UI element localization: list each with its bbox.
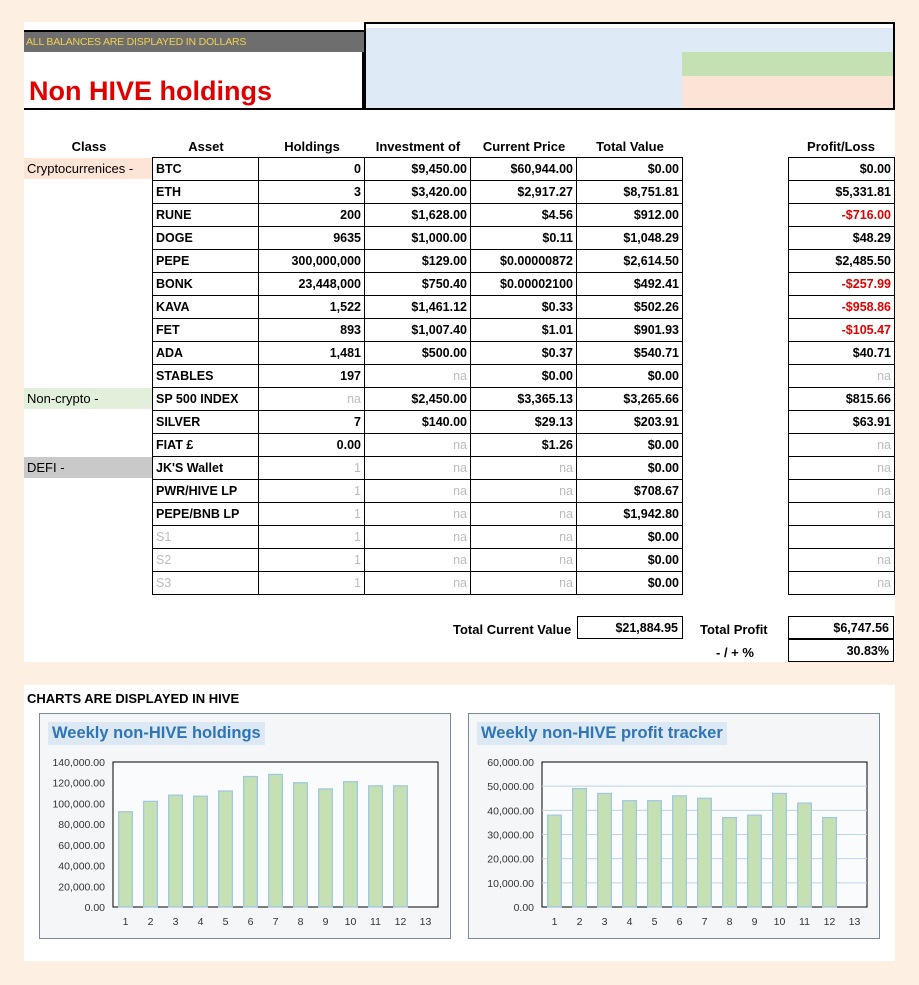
table-row — [789, 572, 895, 595]
x-tick-label: 12 — [394, 916, 407, 928]
bar[interactable] — [598, 793, 612, 907]
table-row — [153, 250, 683, 273]
current-price-column-header: Current Price — [482, 139, 566, 154]
bar[interactable] — [673, 796, 687, 907]
holdings-cell[interactable]: 7 — [259, 411, 365, 434]
x-tick-label: 6 — [247, 916, 254, 928]
total-value-cell[interactable]: $502.26 — [577, 296, 683, 319]
investment-cell[interactable]: $750.40 — [365, 273, 471, 296]
investment-cell[interactable]: na — [365, 457, 471, 480]
current-price-cell[interactable]: na — [471, 572, 577, 595]
asset-cell[interactable]: S2 — [153, 549, 259, 572]
table-row — [153, 503, 683, 526]
y-tick-label: 20,000.00 — [58, 881, 105, 894]
holdings-cell[interactable]: 1 — [259, 572, 365, 595]
table-row — [789, 388, 895, 411]
holdings-chart-title: Weekly non-HIVE holdings — [48, 722, 265, 745]
investment-cell[interactable]: $9,450.00 — [365, 158, 471, 181]
x-tick-label: 10 — [773, 916, 786, 928]
x-tick-label: 11 — [370, 916, 381, 928]
total-current-value[interactable]: $21,884.95 — [577, 616, 683, 639]
x-tick-label: 3 — [601, 916, 608, 928]
total-value-cell[interactable]: $8,751.81 — [577, 181, 683, 204]
current-price-cell[interactable]: $2,917.27 — [471, 181, 577, 204]
banner-text: ALL BALANCES ARE DISPLAYED IN DOLLARS — [26, 36, 247, 48]
holdings-cell[interactable]: 0.00 — [259, 434, 365, 457]
x-tick-label: 10 — [344, 916, 357, 928]
current-price-cell[interactable]: na — [471, 526, 577, 549]
table-row — [153, 158, 683, 181]
asset-cell[interactable]: BONK — [153, 273, 259, 296]
current-price-cell[interactable]: na — [471, 480, 577, 503]
x-tick-label: 9 — [751, 916, 758, 928]
x-tick-label: 2 — [576, 916, 583, 928]
profit-loss-cell[interactable]: $40.71 — [789, 342, 895, 365]
profit-loss-cell[interactable]: -$716.00 — [789, 204, 895, 227]
y-tick-label: 0.00 — [84, 902, 105, 914]
holdings-cell[interactable]: 1 — [259, 457, 365, 480]
x-tick-label: 4 — [626, 916, 633, 928]
profit-loss-cell[interactable]: $63.91 — [789, 411, 895, 434]
x-tick-label: 8 — [297, 916, 304, 928]
total-value-cell[interactable]: $203.91 — [577, 411, 683, 434]
bar[interactable] — [294, 783, 308, 907]
profit-loss-cell[interactable]: -$958.86 — [789, 296, 895, 319]
current-price-cell[interactable]: $1.26 — [471, 434, 577, 457]
x-tick-label: 2 — [147, 916, 154, 928]
table-row — [789, 480, 895, 503]
investment-cell[interactable]: $1,007.40 — [365, 319, 471, 342]
current-price-cell[interactable]: $0.37 — [471, 342, 577, 365]
table-row — [153, 549, 683, 572]
asset-cell[interactable]: RUNE — [153, 204, 259, 227]
holdings-column-header: Holdings — [284, 139, 340, 154]
profit-loss-cell[interactable] — [789, 526, 895, 549]
bar[interactable] — [798, 803, 812, 907]
current-price-cell[interactable]: $1.01 — [471, 319, 577, 342]
holdings-cell[interactable]: 3 — [259, 181, 365, 204]
current-price-cell[interactable]: $29.13 — [471, 411, 577, 434]
x-tick-label: 5 — [222, 916, 229, 928]
total-value-cell[interactable]: $1,048.29 — [577, 227, 683, 250]
bar[interactable] — [194, 796, 208, 907]
profit-loss-cell[interactable]: na — [789, 572, 895, 595]
table-row — [789, 319, 895, 342]
y-tick-label: 0.00 — [513, 902, 534, 914]
x-tick-label: 8 — [726, 916, 733, 928]
holdings-chart[interactable] — [39, 713, 451, 939]
investment-column-header: Investment of — [375, 139, 461, 154]
bar[interactable] — [723, 818, 737, 907]
currency-banner — [24, 30, 364, 52]
header-summary-panel — [364, 22, 895, 110]
x-tick-label: 5 — [651, 916, 658, 928]
profit-loss-column-header: Profit/Loss — [807, 139, 875, 154]
bar[interactable] — [748, 815, 762, 907]
profit-loss-cell[interactable]: na — [789, 549, 895, 572]
x-tick-label: 1 — [122, 916, 129, 928]
bar[interactable] — [698, 798, 712, 907]
profit-loss-cell[interactable]: na — [789, 365, 895, 388]
x-tick-label: 13 — [848, 916, 861, 928]
holdings-cell[interactable]: 200 — [259, 204, 365, 227]
investment-cell[interactable]: na — [365, 526, 471, 549]
table-row — [153, 480, 683, 503]
class-column-header: Class — [71, 139, 107, 154]
total-value-cell[interactable]: $0.00 — [577, 158, 683, 181]
table-row — [153, 227, 683, 250]
table-row — [789, 181, 895, 204]
current-price-cell[interactable]: $60,944.00 — [471, 158, 577, 181]
table-row — [153, 526, 683, 549]
investment-cell[interactable]: na — [365, 365, 471, 388]
title-cell — [24, 52, 364, 110]
bar[interactable] — [648, 801, 662, 907]
investment-cell[interactable]: $1,628.00 — [365, 204, 471, 227]
y-tick-label: 10,000.00 — [487, 877, 534, 890]
bar[interactable] — [369, 786, 383, 907]
current-price-cell[interactable]: $0.00 — [471, 365, 577, 388]
table-row — [789, 503, 895, 526]
total-value-cell[interactable]: $0.00 — [577, 457, 683, 480]
current-price-cell[interactable]: $0.00002100 — [471, 273, 577, 296]
x-tick-label: 9 — [322, 916, 329, 928]
bar[interactable] — [548, 815, 562, 907]
bar[interactable] — [219, 791, 233, 907]
asset-cell[interactable]: S1 — [153, 526, 259, 549]
x-tick-label: 4 — [197, 916, 204, 928]
page-title: Non HIVE holdings — [29, 76, 272, 106]
summary-green-cell — [682, 52, 893, 76]
holdings-cell[interactable]: 197 — [259, 365, 365, 388]
table-row — [153, 204, 683, 227]
y-tick-label: 140,000.00 — [52, 757, 105, 769]
bar[interactable] — [144, 801, 158, 907]
total-value-cell[interactable]: $492.41 — [577, 273, 683, 296]
investment-cell[interactable]: $129.00 — [365, 250, 471, 273]
holdings-cell[interactable]: 1 — [259, 549, 365, 572]
y-tick-label: 60,000.00 — [487, 757, 534, 769]
investment-cell[interactable]: $140.00 — [365, 411, 471, 434]
total-value-cell[interactable]: $2,614.50 — [577, 250, 683, 273]
holdings-cell[interactable]: na — [259, 388, 365, 411]
current-price-cell[interactable]: $0.33 — [471, 296, 577, 319]
profit-percent[interactable]: 30.83% — [788, 639, 894, 662]
total-value-cell[interactable]: $0.00 — [577, 549, 683, 572]
holdings-cell[interactable]: 1 — [259, 526, 365, 549]
table-row — [789, 273, 895, 296]
bar[interactable] — [269, 774, 283, 907]
investment-cell[interactable]: $1,461.12 — [365, 296, 471, 319]
asset-cell[interactable]: KAVA — [153, 296, 259, 319]
bar[interactable] — [623, 801, 637, 907]
table-row — [153, 388, 683, 411]
investment-cell[interactable]: $3,420.00 — [365, 181, 471, 204]
profit-loss-cell[interactable]: $0.00 — [789, 158, 895, 181]
holdings-cell[interactable]: 0 — [259, 158, 365, 181]
table-row — [789, 227, 895, 250]
total-profit[interactable]: $6,747.56 — [788, 616, 894, 639]
asset-cell[interactable]: FET — [153, 319, 259, 342]
bar[interactable] — [319, 789, 333, 907]
holdings-cell[interactable]: 23,448,000 — [259, 273, 365, 296]
total-value-cell[interactable]: $0.00 — [577, 572, 683, 595]
profit-loss-cell[interactable]: -$257.99 — [789, 273, 895, 296]
x-tick-label: 7 — [701, 916, 708, 928]
total-value-cell[interactable]: $0.00 — [577, 434, 683, 457]
investment-cell[interactable]: na — [365, 503, 471, 526]
investment-cell[interactable]: na — [365, 572, 471, 595]
x-tick-label: 13 — [419, 916, 432, 928]
asset-cell[interactable]: SP 500 INDEX — [153, 388, 259, 411]
asset-cell[interactable]: ADA — [153, 342, 259, 365]
y-tick-label: 100,000.00 — [52, 798, 105, 811]
holdings-chart-svg — [40, 714, 451, 939]
asset-cell[interactable]: BTC — [153, 158, 259, 181]
asset-table — [152, 157, 683, 595]
y-tick-label: 50,000.00 — [487, 781, 534, 794]
class-label-defi: DEFI - — [24, 457, 152, 478]
holdings-cell[interactable]: 1 — [259, 503, 365, 526]
total-value-cell[interactable]: $708.67 — [577, 480, 683, 503]
profit-loss-cell[interactable]: $2,485.50 — [789, 250, 895, 273]
class-label-noncrypto: Non-crypto - — [24, 388, 152, 409]
table-row — [153, 342, 683, 365]
total-value-cell[interactable]: $0.00 — [577, 526, 683, 549]
holdings-cell[interactable]: 9635 — [259, 227, 365, 250]
charts-section — [24, 685, 895, 961]
total-value-cell[interactable]: $912.00 — [577, 204, 683, 227]
asset-cell[interactable]: STABLES — [153, 365, 259, 388]
profit-loss-cell[interactable]: na — [789, 503, 895, 526]
investment-cell[interactable]: na — [365, 549, 471, 572]
profit-loss-cell[interactable]: $815.66 — [789, 388, 895, 411]
y-tick-label: 60,000.00 — [58, 839, 105, 852]
investment-cell[interactable]: na — [365, 480, 471, 503]
current-price-cell[interactable]: $0.11 — [471, 227, 577, 250]
profit-loss-cell[interactable]: na — [789, 480, 895, 503]
investment-cell[interactable]: $2,450.00 — [365, 388, 471, 411]
table-row — [789, 434, 895, 457]
total-value-column-header: Total Value — [596, 139, 664, 154]
table-row — [153, 434, 683, 457]
table-row — [789, 549, 895, 572]
percent-label: - / + % — [716, 645, 754, 660]
profit-loss-cell[interactable]: na — [789, 434, 895, 457]
table-row — [789, 204, 895, 227]
asset-cell[interactable]: PEPE/BNB LP — [153, 503, 259, 526]
investment-cell[interactable]: $1,000.00 — [365, 227, 471, 250]
investment-cell[interactable]: na — [365, 434, 471, 457]
charts-heading: CHARTS ARE DISPLAYED IN HIVE — [27, 691, 240, 706]
profit-chart-title: Weekly non-HIVE profit tracker — [477, 722, 727, 745]
asset-cell[interactable]: DOGE — [153, 227, 259, 250]
table-row — [153, 181, 683, 204]
holdings-sheet — [24, 22, 895, 662]
asset-cell[interactable]: PWR/HIVE LP — [153, 480, 259, 503]
holdings-cell[interactable]: 300,000,000 — [259, 250, 365, 273]
table-row — [789, 457, 895, 480]
y-tick-label: 40,000.00 — [58, 860, 105, 873]
current-price-cell[interactable]: $4.56 — [471, 204, 577, 227]
table-row — [789, 158, 895, 181]
table-row — [153, 319, 683, 342]
total-value-cell[interactable]: $3,265.66 — [577, 388, 683, 411]
x-tick-label: 12 — [823, 916, 836, 928]
table-row — [789, 296, 895, 319]
asset-cell[interactable]: PEPE — [153, 250, 259, 273]
asset-cell[interactable]: FIAT £ — [153, 434, 259, 457]
y-tick-label: 30,000.00 — [487, 829, 534, 842]
asset-column-header: Asset — [188, 139, 224, 154]
total-current-value-label: Total Current Value — [453, 622, 572, 637]
table-row — [789, 342, 895, 365]
profit-loss-cell[interactable]: $5,331.81 — [789, 181, 895, 204]
profit-loss-cell[interactable]: $48.29 — [789, 227, 895, 250]
table-row — [153, 457, 683, 480]
table-row — [789, 365, 895, 388]
bar[interactable] — [773, 793, 787, 907]
profit-loss-cell[interactable]: -$105.47 — [789, 319, 895, 342]
bar[interactable] — [119, 812, 133, 907]
current-price-cell[interactable]: na — [471, 503, 577, 526]
table-row — [153, 273, 683, 296]
x-tick-label: 6 — [676, 916, 683, 928]
x-tick-label: 7 — [272, 916, 279, 928]
total-profit-label: Total Profit — [700, 622, 768, 637]
bar[interactable] — [823, 818, 837, 907]
total-value-cell[interactable]: $901.93 — [577, 319, 683, 342]
total-value-cell[interactable]: $540.71 — [577, 342, 683, 365]
total-value-cell[interactable]: $0.00 — [577, 365, 683, 388]
bar[interactable] — [394, 786, 408, 907]
bar[interactable] — [573, 789, 587, 907]
y-tick-label: 80,000.00 — [58, 819, 105, 832]
asset-cell[interactable]: SILVER — [153, 411, 259, 434]
x-tick-label: 1 — [551, 916, 558, 928]
summary-peach-cell — [682, 76, 893, 108]
table-row — [153, 572, 683, 595]
bar[interactable] — [244, 777, 258, 908]
class-label-crypto: Cryptocurrenices - — [24, 158, 152, 179]
profit-chart[interactable] — [468, 713, 880, 939]
holdings-cell[interactable]: 1,522 — [259, 296, 365, 319]
asset-cell[interactable]: JK'S Wallet — [153, 457, 259, 480]
y-tick-label: 120,000.00 — [52, 777, 105, 790]
table-row — [789, 411, 895, 434]
x-tick-label: 11 — [799, 916, 810, 928]
table-row — [153, 365, 683, 388]
total-value-cell[interactable]: $1,942.80 — [577, 503, 683, 526]
current-price-cell[interactable]: na — [471, 457, 577, 480]
table-row — [153, 296, 683, 319]
y-tick-label: 40,000.00 — [487, 805, 534, 818]
bar[interactable] — [169, 795, 183, 907]
profit-chart-svg — [469, 714, 880, 939]
bar[interactable] — [344, 782, 358, 907]
current-price-cell[interactable]: $3,365.13 — [471, 388, 577, 411]
investment-cell[interactable]: $500.00 — [365, 342, 471, 365]
holdings-cell[interactable]: 1 — [259, 480, 365, 503]
current-price-cell[interactable]: na — [471, 549, 577, 572]
table-row — [789, 526, 895, 549]
profit-loss-table — [788, 157, 895, 595]
holdings-cell[interactable]: 893 — [259, 319, 365, 342]
y-tick-label: 20,000.00 — [487, 853, 534, 866]
profit-loss-cell[interactable]: na — [789, 457, 895, 480]
x-tick-label: 3 — [172, 916, 179, 928]
table-row — [153, 411, 683, 434]
current-price-cell[interactable]: $0.00000872 — [471, 250, 577, 273]
asset-cell[interactable]: ETH — [153, 181, 259, 204]
holdings-cell[interactable]: 1,481 — [259, 342, 365, 365]
table-row — [789, 250, 895, 273]
asset-cell[interactable]: S3 — [153, 572, 259, 595]
